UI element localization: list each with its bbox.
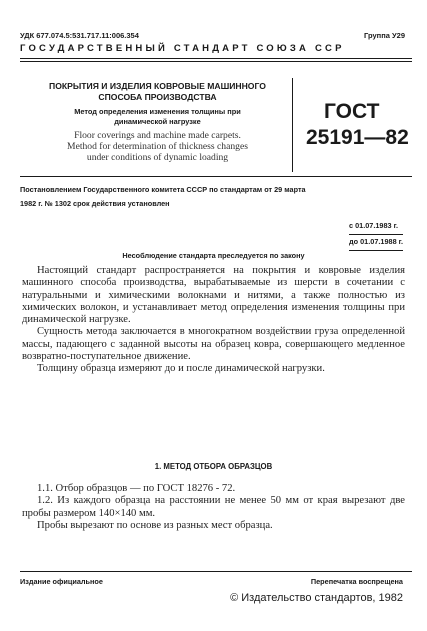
body-text xyxy=(22,265,405,376)
legal-notice: Несоблюдение стандарта преследуется по закону xyxy=(122,251,305,260)
group-code: Группа У29 xyxy=(364,31,405,40)
title-en xyxy=(40,130,275,163)
publisher-copyright: © Издательство стандартов, 1982 xyxy=(230,592,403,604)
footer-rule xyxy=(20,571,412,572)
validity-dates xyxy=(349,219,403,251)
gost-label: ГОСТ xyxy=(324,100,380,123)
decree-rule xyxy=(20,176,412,177)
gost-number: 25191—82 xyxy=(306,126,409,149)
official-edition: Издание официальное xyxy=(20,577,103,586)
title-ru xyxy=(40,81,275,103)
title-ru-line1: ПОКРЫТИЯ И ИЗДЕЛИЯ КОВРОВЫЕ МАШИННОГО xyxy=(49,81,266,91)
title-ru-line2: СПОСОБА ПРОИЗВОДСТВА xyxy=(98,92,217,102)
section-text xyxy=(22,483,405,532)
title-en-line2: Method for determination of thickness changes xyxy=(67,141,248,152)
date-from: с 01.07.1983 г. xyxy=(349,219,403,235)
method-ru-line2: динамической нагрузке xyxy=(114,117,201,126)
decree-line1: Постановлением Государственного комитета СССР по стандартам от 29 марта xyxy=(20,185,306,194)
header-rule-bottom xyxy=(20,61,412,62)
body-paragraph-1: Настоящий стандарт распространяется на покрытия и ковровые изделия машинного способа производства, вырабатываемые из шерсти в сочетании с натуральными и химическими волокнами и нитями, а также полностью из химических волокон, и устанавливает метод определения изменения толщины при динамической нагрузке. xyxy=(22,265,405,326)
header-rule-top xyxy=(20,58,412,59)
section-paragraph-3: Пробы вырезают по основе из разных мест образца. xyxy=(37,519,273,531)
standard-line: ГОСУДАРСТВЕННЫЙ СТАНДАРТ СОЮЗА ССР xyxy=(20,43,345,54)
method-ru xyxy=(40,107,275,127)
decree-line2: 1982 г. № 1302 срок действия установлен xyxy=(20,199,170,208)
section-title: 1. МЕТОД ОТБОРА ОБРАЗЦОВ xyxy=(154,462,273,471)
decree-text xyxy=(20,183,412,211)
title-en-line3: under conditions of dynamic loading xyxy=(86,152,229,163)
udk-code: УДК 677.074.5:531.717.11:006.354 xyxy=(20,31,139,40)
body-paragraph-3: Толщину образца измеряют до и после динамической нагрузки. xyxy=(37,363,325,375)
date-to: до 01.07.1988 г. xyxy=(349,235,403,251)
title-en-line1: Floor coverings and machine made carpets. xyxy=(74,130,241,141)
title-divider xyxy=(292,78,293,172)
body-paragraph-2: Сущность метода заключается в многократном воздействии груза определенной массы, падающего с заданной высоты на образец ковра, совершающего медленное возвратно-поступательное движение. xyxy=(22,326,405,363)
section-paragraph-2: 1.2. Из каждого образца на расстоянии не менее 50 мм от края вырезают две пробы размером 140×140 мм. xyxy=(22,495,405,519)
reprint-notice: Перепечатка воспрещена xyxy=(310,577,403,586)
section-paragraph-1: 1.1. Отбор образцов — по ГОСТ 18276 - 72. xyxy=(37,483,236,494)
method-ru-line1: Метод определения изменения толщины при xyxy=(74,107,241,116)
